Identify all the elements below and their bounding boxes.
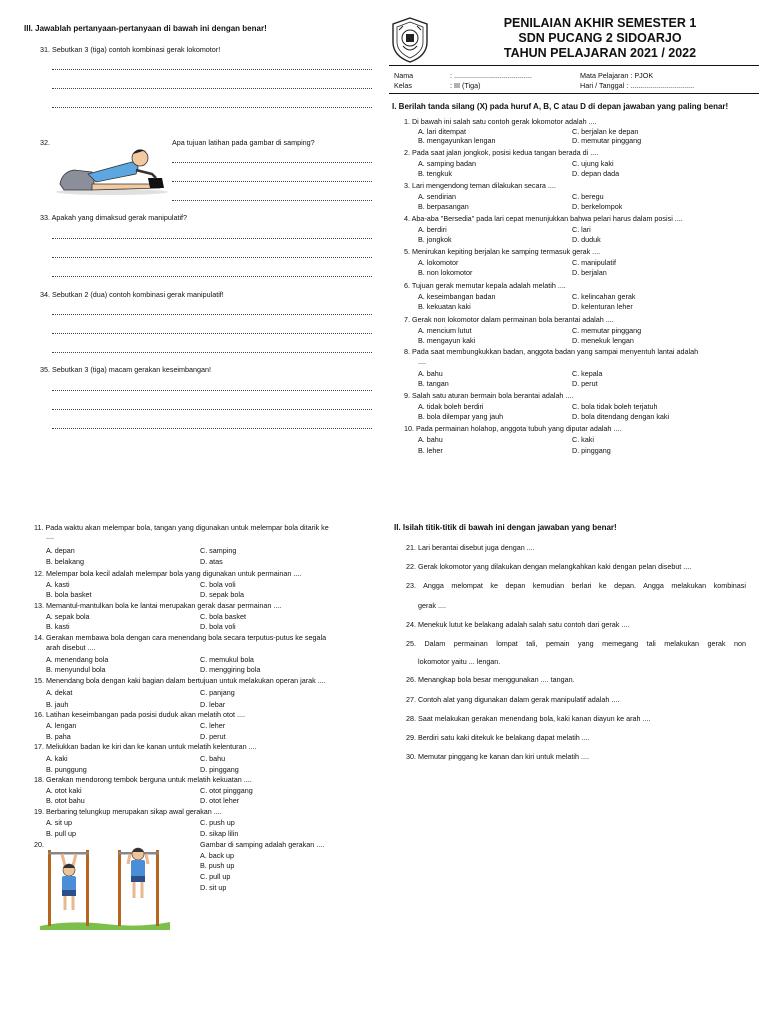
option[interactable]: D. lebar (200, 700, 226, 709)
question-11: 11. Pada waktu akan melempar bola, tangan yang digunakan untuk melempar bola ditarik ke (34, 523, 329, 532)
option[interactable]: C. bola voli (200, 580, 236, 589)
nama-field[interactable]: : ....................................... (450, 71, 532, 80)
stretching-exercise-illustration (52, 144, 172, 196)
option[interactable]: B. mengayunkan lengan (418, 136, 496, 145)
question-14-continued: arah disebut .... (46, 643, 96, 652)
answer-line[interactable] (52, 88, 372, 89)
question-20-number: 20. (34, 840, 44, 849)
answer-line[interactable] (52, 276, 372, 277)
question-12: 12. Melempar bola kecil adalah melempar bola yang digunakan untuk permainan .... (34, 569, 302, 578)
option[interactable]: D. menggiring bola (200, 665, 261, 674)
option[interactable]: B. punggung (46, 765, 87, 774)
option[interactable]: D. sikap lilin (200, 829, 239, 838)
answer-line[interactable] (52, 107, 372, 108)
fill-question: 27. Contoh alat yang digunakan dalam gerak manipulatif adalah .... (406, 695, 620, 704)
kelas-value: : III (Tiga) (450, 81, 481, 90)
essay-question-35: 35. Sebutkan 3 (tiga) macam gerakan keseimbangan! (40, 365, 212, 374)
school-name: SDN PUCANG 2 SIDOARJO (518, 31, 682, 45)
question-5: 5. Menirukan kepiting berjalan ke samping termasuk gerak .... (404, 247, 601, 256)
option[interactable]: A. bahu (418, 435, 443, 444)
question-4: 4. Aba-aba "Bersedia" pada lari cepat menunjukkan bahwa pelari harus dalam posisi .... (404, 214, 683, 223)
option[interactable]: B. bola basket (46, 590, 92, 599)
question-18: 18. Gerakan mendorong tembok berguna untuk melatih kekuatan .... (34, 775, 252, 784)
option[interactable]: C. ujung kaki (572, 159, 614, 168)
answer-line[interactable] (52, 238, 372, 239)
question-6: 6. Tujuan gerak memutar kepala adalah melatih .... (404, 281, 566, 290)
fill-question: 28. Saat melakukan gerakan menendang bola, kaki kanan diayun ke arah .... (406, 714, 651, 723)
option[interactable]: C. otot pinggang (200, 786, 253, 795)
option[interactable]: B. tengkuk (418, 169, 452, 178)
essay-question-31: 31. Sebutkan 3 (tiga) contoh kombinasi gerak lokomotor! (40, 45, 221, 54)
question-13: 13. Memantul-mantulkan bola ke lantai merupakan gerak dasar permainan .... (34, 601, 282, 610)
hari-tanggal-field[interactable]: Hari / Tanggal : ................................ (580, 81, 695, 90)
option[interactable]: A. sepak bola (46, 612, 90, 621)
answer-line[interactable] (52, 314, 372, 315)
question-2: 2. Pada saat jalan jongkok, posisi kedua tangan berada di .... (404, 148, 599, 157)
option[interactable]: C. kaki (572, 435, 594, 444)
fill-question: 23. Angga melompat ke depan kemudian berlari ke depan. Angga melakukan kombinasi (406, 581, 746, 590)
option[interactable]: B. jongkok (418, 235, 452, 244)
option[interactable]: D. memutar pinggang (572, 136, 642, 145)
option[interactable]: D. atas (200, 557, 223, 566)
question-17: 17. Meliukkan badan ke kiri dan ke kanan untuk melatih kelenturan .... (34, 742, 257, 751)
option[interactable]: A. mencium lutut (418, 326, 472, 335)
option[interactable]: B. belakang (46, 557, 84, 566)
question-19: 19. Berbaring telungkup merupakan sikap awal gerakan .... (34, 807, 222, 816)
option[interactable]: B. berpasangan (418, 202, 469, 211)
option[interactable]: D. sit up (200, 883, 227, 892)
question-16: 16. Latihan keseimbangan pada posisi duduk akan melatih otot .... (34, 710, 245, 719)
question-11-continued: .... (46, 532, 54, 541)
option[interactable]: D. bola ditendang dengan kaki (572, 412, 670, 421)
answer-line[interactable] (172, 200, 372, 201)
question-20: Gambar di samping adalah gerakan .... (200, 840, 325, 849)
option[interactable]: A. lengan (46, 721, 77, 730)
option[interactable]: D. sepak bola (200, 590, 244, 599)
fill-question: 25. Dalam permainan lompat tali, pemain yang memegang tali melakukan gerak non (406, 639, 746, 648)
option[interactable]: A. sit up (46, 818, 72, 827)
answer-line[interactable] (52, 257, 372, 258)
answer-line[interactable] (52, 352, 372, 353)
school-emblem-icon (389, 16, 431, 64)
option[interactable]: C. kepala (572, 369, 603, 378)
option[interactable]: A. tidak boleh berdiri (418, 402, 484, 411)
option[interactable]: C. bola tidak boleh terjatuh (572, 402, 658, 411)
option[interactable]: D. kelenturan leher (572, 302, 633, 311)
fill-question: 30. Memutar pinggang ke kanan dan kiri untuk melatih .... (406, 752, 589, 761)
option[interactable]: D. bola voli (200, 622, 236, 631)
option[interactable]: B. menyundul bola (46, 665, 106, 674)
option[interactable]: A. samping badan (418, 159, 476, 168)
option[interactable]: B. kasti (46, 622, 70, 631)
option[interactable]: C. bola basket (200, 612, 246, 621)
mata-pelajaran: Mata Pelajaran : PJOK (580, 71, 654, 80)
option[interactable]: A. dekat (46, 688, 73, 697)
option[interactable]: B. kekuatan kaki (418, 302, 471, 311)
option[interactable]: C. manipulatif (572, 258, 616, 267)
question-15: 15. Menendang bola dengan kaki bagian dalam bertujuan untuk melakukan operan jarak .... (34, 676, 326, 685)
question-14: 14. Gerakan membawa bola dengan cara menendang bola secara terputus-putus ke segala (34, 633, 327, 642)
option[interactable]: D. duduk (572, 235, 601, 244)
option[interactable]: A. keseimbangan badan (418, 292, 496, 301)
option[interactable]: A. lokomotor (418, 258, 459, 267)
header-divider (389, 93, 759, 94)
option[interactable]: B. pull up (46, 829, 76, 838)
option[interactable]: D. perut (200, 732, 226, 741)
option[interactable]: C. beregu (572, 192, 604, 201)
fill-question: 24. Menekuk lutut ke belakang adalah salah satu contoh dari gerak .... (406, 620, 630, 629)
option[interactable]: B. leher (418, 446, 443, 455)
kelas-label: Kelas (394, 81, 412, 90)
essay-question-34: 34. Sebutkan 2 (dua) contoh kombinasi gerak manipulatif! (40, 290, 224, 299)
option[interactable]: A. kasti (46, 580, 70, 589)
option[interactable]: C. memutar pinggang (572, 326, 642, 335)
option[interactable]: D. perut (572, 379, 598, 388)
option[interactable]: B. jauh (46, 700, 69, 709)
answer-line[interactable] (52, 428, 372, 429)
question-7: 7. Gerak non lokomotor dalam permainan bola berantai adalah .... (404, 315, 614, 324)
option[interactable]: A. menendang bola (46, 655, 109, 664)
essay-heading: III. Jawablah pertanyaan-pertanyaan di bawah ini dengan benar! (24, 24, 267, 33)
option[interactable]: A. berdiri (418, 225, 447, 234)
option[interactable]: C. panjang (200, 688, 235, 697)
header-divider (389, 65, 759, 66)
option[interactable]: A. bahu (418, 369, 443, 378)
fill-question: 26. Menangkap bola besar menggunakan .... tangan. (406, 675, 575, 684)
question-10: 10. Pada permainan holahop, anggota tubuh yang diputar adalah .... (404, 424, 622, 433)
option[interactable]: D. pinggang (572, 446, 611, 455)
option[interactable]: C. samping (200, 546, 237, 555)
option[interactable]: B. bola dilempar yang jauh (418, 412, 504, 421)
fill-question-continued: lokomotor yaitu ... lengan. (418, 657, 501, 666)
answer-line[interactable] (52, 69, 372, 70)
option[interactable]: C. leher (200, 721, 226, 730)
question-8-continued: .... (418, 357, 426, 366)
nama-label: Nama (394, 71, 414, 80)
option[interactable]: C. memukul bola (200, 655, 254, 664)
option[interactable]: D. pinggang (200, 765, 239, 774)
option[interactable]: D. berjalan (572, 268, 607, 277)
essay-question-32: Apa tujuan latihan pada gambar di samping? (172, 138, 315, 147)
question-1: 1. Di bawah ini salah satu contoh gerak lokomotor adalah .... (404, 117, 597, 126)
answer-line[interactable] (172, 181, 372, 182)
section-1-heading: I. Berilah tanda silang (X) pada huruf A, B, C atau D di depan jawaban yang paling benar! (392, 102, 729, 111)
option[interactable]: C. pull up (200, 872, 231, 881)
option[interactable]: C. berjalan ke depan (572, 127, 639, 136)
fill-question-continued: gerak .... (418, 601, 446, 610)
option[interactable]: D. berkelompok (572, 202, 623, 211)
option[interactable]: C. push up (200, 818, 235, 827)
option[interactable]: A. back up (200, 851, 234, 860)
option[interactable]: B. push up (200, 861, 235, 870)
option[interactable]: B. otot bahu (46, 796, 85, 805)
option[interactable]: A. otot kaki (46, 786, 82, 795)
answer-line[interactable] (52, 409, 372, 410)
essay-question-33: 33. Apakah yang dimaksud gerak manipulatif? (40, 213, 188, 222)
option[interactable]: C. kelincahan gerak (572, 292, 636, 301)
section-2-heading: II. Isilah titik-titik di bawah ini dengan jawaban yang benar! (394, 523, 617, 532)
option[interactable]: D. menekuk lengan (572, 336, 634, 345)
option[interactable]: C. lari (572, 225, 591, 234)
fill-question: 22. Gerak lokomotor yang dilakukan dengan melangkahkan kaki dengan pelan disebut .... (406, 562, 692, 571)
option[interactable]: B. mengayun kaki (418, 336, 476, 345)
academic-year: TAHUN PELAJARAN 2021 / 2022 (503, 46, 697, 60)
option[interactable]: A. kaki (46, 754, 68, 763)
question-9: 9. Salah satu aturan bermain bola berantai adalah .... (404, 391, 574, 400)
option[interactable]: B. paha (46, 732, 71, 741)
option[interactable]: A. depan (46, 546, 75, 555)
option[interactable]: D. depan dada (572, 169, 620, 178)
option[interactable]: A. sendirian (418, 192, 456, 201)
question-8: 8. Pada saat membungkukkan badan, anggota badan yang sampai menyentuh lantai adalah (404, 347, 699, 356)
question-3: 3. Lari mengendong teman dilakukan secara .... (404, 181, 556, 190)
option[interactable]: A. lari ditempat (418, 127, 466, 136)
exam-title: PENILAIAN AKHIR SEMESTER 1 (503, 16, 697, 30)
option[interactable]: C. bahu (200, 754, 226, 763)
option[interactable]: D. otot leher (200, 796, 240, 805)
option[interactable]: B. non lokomotor (418, 268, 473, 277)
fill-question: 29. Berdiri satu kaki ditekuk ke belakang dapat melatih .... (406, 733, 590, 742)
fill-question: 21. Lari berantai disebut juga dengan .... (406, 543, 535, 552)
essay-question-32-number: 32. (40, 138, 50, 147)
pull-up-exercise-illustration (40, 840, 170, 930)
option[interactable]: B. tangan (418, 379, 449, 388)
answer-line[interactable] (172, 162, 372, 163)
answer-line[interactable] (52, 390, 372, 391)
answer-line[interactable] (52, 333, 372, 334)
